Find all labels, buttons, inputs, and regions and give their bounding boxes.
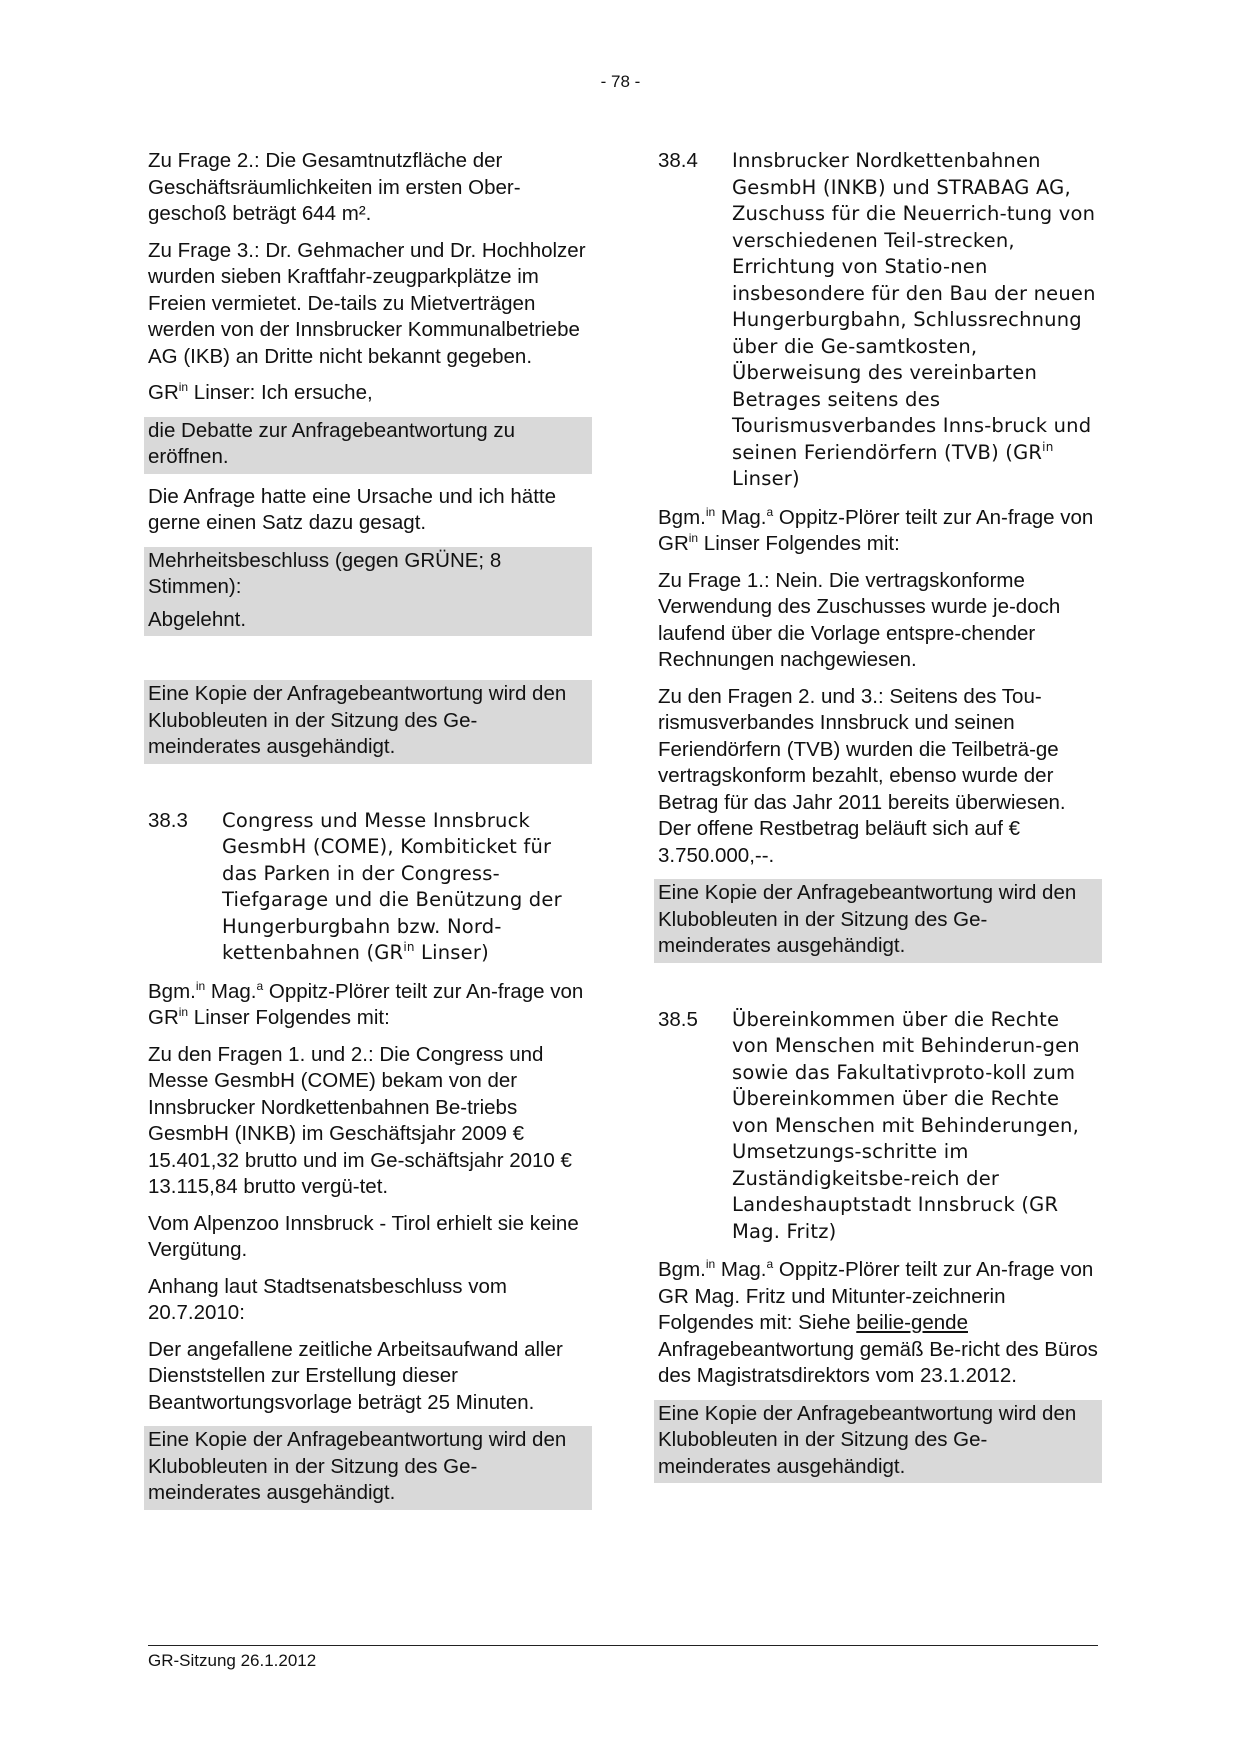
copy-notice-text: Eine Kopie der Anfragebeantwortung wird den Klubobleuten in der Sitzung des Ge-meinderates ausgehändigt.	[658, 1401, 1077, 1478]
paragraph-anfrage-ursache: Die Anfrage hatte eine Ursache und ich hätte gerne einen Satz dazu gesagt.	[148, 484, 556, 534]
paragraph-gr-linser: $GR^{in}$ Linser: Ich ersuche,	[148, 380, 373, 404]
copy-notice-text: Eine Kopie der Anfragebeantwortung wird den Klubobleuten in der Sitzung des Ge-meinderates ausgehändigt.	[658, 881, 1077, 957]
paragraph-bgm-reply: Bgm.$^{in}$ Mag.$^a$ Oppitz-Plörer teilt zur An-frage von $GR^{in}$ Linser Folgendes mit:	[658, 504, 1094, 555]
left-column	[148, 148, 588, 1520]
highlight-debate	[144, 417, 592, 474]
agenda-item-title: Innsbrucker Nordkettenbahnen GesmbH (INKB) und STRABAG AG, Zuschuss für die Neuerrich-tung von verschiedenen Teil-strecken, Errichtung von Statio-nen insbesondere für den Bau der neuen Hungerburgbahn, Schlussrechnung über die Ge-samtkosten, Überweisung des vereinbarten Betrages seitens des Tourismusverbandes Inns-bruck und seinen Feriendörfern (TVB) ($GR^{in}$ Linser)	[732, 149, 1096, 490]
agenda-item-38-4	[658, 148, 1098, 493]
spacer	[148, 774, 588, 808]
debate-request: die Debatte zur Anfragebeantwortung zu eröffnen.	[148, 418, 515, 468]
copy-notice-text: Eine Kopie der Anfragebeantwortung wird den Klubobleuten in der Sitzung des Ge-meinderates ausgehändigt.	[148, 1428, 567, 1504]
paragraph-arbeitsaufwand: Der angefallene zeitliche Arbeitsaufwand aller Dienststellen zur Erstellung dieser Beantwortungsvorlage beträgt 25 Minuten.	[148, 1337, 563, 1414]
agenda-item-number: 38.3	[148, 808, 188, 832]
paragraph-bgm-reply: Bgm.$^{in}$ Mag.$^a$ Oppitz-Plörer teilt zur An-frage von GR Mag. Fritz und Mitunter-zeichnerin Folgendes mit: Siehe beilie-gende Anfragebeantwortung gemäß Be-richt des Büros des Magistratsdirektors vom 23.1.2012.	[658, 1257, 1098, 1387]
highlight-copy-notice	[144, 1426, 592, 1510]
paragraph-alpenzoo: Vom Alpenzoo Innsbruck - Tirol erhielt sie keine Vergütung.	[148, 1211, 579, 1261]
attachment-link[interactable]: beilie-gende	[856, 1311, 968, 1334]
agenda-item-title: Übereinkommen über die Rechte von Menschen mit Behinderun-gen sowie das Fakultativproto-koll zum Übereinkommen über die Rechte von Menschen mit Behinderungen, Umsetzungs-schritte im Zuständigkeitsbe-reich der Landeshauptstadt Innsbruck (GR Mag. Fritz)	[732, 1007, 1080, 1243]
highlight-copy-notice	[654, 1400, 1102, 1484]
paragraph-frage-2: Zu Frage 2.: Die Gesamtnutzfläche der Geschäftsräumlichkeiten im ersten Ober-geschoß beträgt 644 m².	[148, 149, 521, 225]
paragraph-frage-1: Zu Frage 1.: Nein. Die vertragskonforme Verwendung des Zuschusses wurde je-doch laufend über die Vorlage entspre-chender Rechnungen nachgewiesen.	[658, 568, 1061, 671]
copy-notice-text: Eine Kopie der Anfragebeantwortung wird den Klubobleuten in der Sitzung des Ge-meinderates ausgehändigt.	[148, 682, 567, 758]
spacer	[658, 973, 1098, 1007]
spacer	[148, 646, 588, 680]
highlight-resolution	[144, 547, 592, 637]
agenda-item-38-3	[148, 808, 588, 967]
footer-divider	[148, 1645, 1098, 1646]
highlight-copy-notice	[654, 879, 1102, 963]
agenda-item-number: 38.5	[658, 1007, 698, 1031]
highlight-copy-notice	[144, 680, 592, 764]
paragraph-fragen-2-3: Zu den Fragen 2. und 3.: Seitens des Tou-rismusverbandes Innsbruck und seinen Feriendörfern (TVB) wurden die Teilbeträ-ge vertragskonform bezahlt, ebenso wurde der Betrag für das Jahr 2011 bereits überwiesen. Der offene Restbetrag beläuft sich auf € 3.750.000,--.	[658, 684, 1066, 867]
paragraph-bgm-reply: Bgm.$^{in}$ Mag.$^a$ Oppitz-Plörer teilt zur An-frage von $GR^{in}$ Linser Folgendes mit:	[148, 978, 584, 1029]
agenda-item-title: Congress und Messe Innsbruck GesmbH (COME), Kombiticket für das Parken in der Congress-Tiefgarage und die Benützung der Hungerburgbahn bzw. Nord-kettenbahnen ($GR^{in}$ Linser)	[222, 808, 562, 964]
footer-session-date: GR-Sitzung 26.1.2012	[148, 1651, 317, 1670]
agenda-item-38-5	[658, 1007, 1098, 1246]
page-number: - 78 -	[600, 72, 641, 91]
resolution-vote: Mehrheitsbeschluss (gegen GRÜNE; 8 Stimmen):	[148, 548, 502, 598]
paragraph-fragen-1-2: Zu den Fragen 1. und 2.: Die Congress und Messe GesmbH (COME) bekam von der Innsbrucker Nordkettenbahnen Be-triebs GesmbH (INKB) im Geschäftsjahr 2009 € 15.401,32 brutto und im Ge-schäftsjahr 2010 € 13.115,84 brutto vergü-tet.	[148, 1042, 572, 1198]
resolution-result: Abgelehnt.	[148, 607, 247, 631]
paragraph-frage-3: Zu Frage 3.: Dr. Gehmacher und Dr. Hochholzer wurden sieben Kraftfahr-zeugparkplätze im Freien vermietet. De-tails zu Mietverträgen werden von der Innsbrucker Kommunalbetriebe AG (IKB) an Dritte nicht bekannt gegeben.	[148, 238, 586, 368]
paragraph-anhang: Anhang laut Stadtsenatsbeschluss vom 20.7.2010:	[148, 1274, 507, 1324]
agenda-item-number: 38.4	[658, 149, 698, 172]
right-column	[658, 148, 1098, 1493]
